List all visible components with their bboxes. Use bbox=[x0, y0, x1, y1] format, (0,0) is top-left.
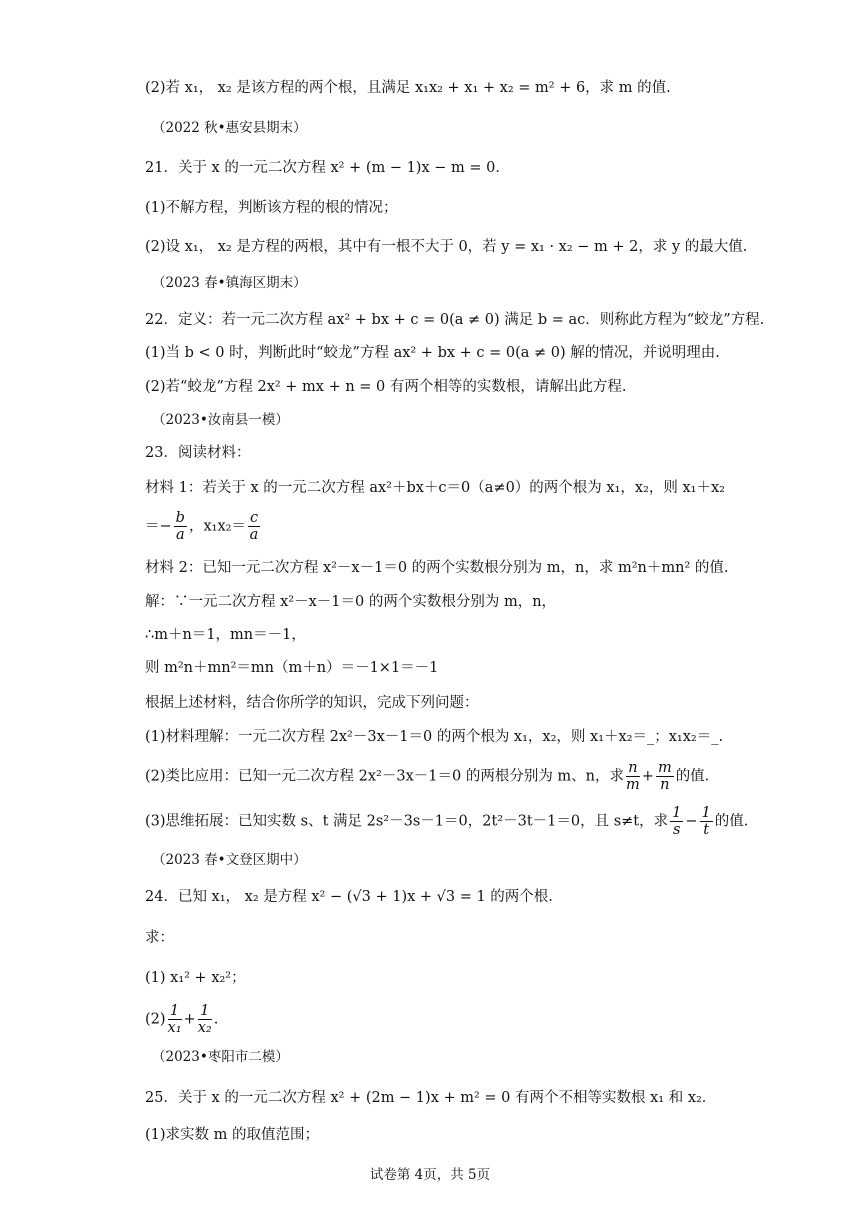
page-footer: 试卷第 4页，共 5页 bbox=[369, 1167, 491, 1183]
q21-part2: (2)设 x₁， x₂ 是方程的两根，其中有一根不大于 0，若 y = x₁ · x₂ − m + 2，求 y 的最大值. bbox=[145, 239, 748, 255]
q24-ask: 求： bbox=[145, 930, 174, 946]
q23-part1: (1)材料理解：一元二次方程 2x²－3x－1＝0 的两个根为 x₁，x₂，则 x₁＋x₂＝_；x₁x₂＝_. bbox=[145, 729, 724, 745]
q23-solution-3: 则 m²n＋mn²＝mn（m＋n）＝－1×1＝－1 bbox=[145, 660, 439, 676]
q21-part1: (1)不解方程，判断该方程的根的情况； bbox=[145, 200, 398, 216]
q23-part2: (2)类比应用：已知一元二次方程 2x²－3x－1＝0 的两根分别为 m、n，求 $\frac{n}{m}$ + $\frac{m}{n}$ 的值. bbox=[145, 760, 710, 793]
fraction-1-over-s: $\frac{1}{s}$ bbox=[672, 805, 682, 838]
q22-stem: 22．定义：若一元二次方程 ax² + bx + c = 0(a ≠ 0) 满足 b = ac．则称此方程为“蛟龙”方程. bbox=[145, 312, 765, 328]
q23-material1: 材料 1：若关于 x 的一元二次方程 ax²＋bx＋c＝0（a≠0）的两个根为 x₁，x₂，则 x₁＋x₂ bbox=[145, 480, 725, 496]
q23-solution-2: ∴m＋n＝1，mn＝－1， bbox=[145, 627, 306, 643]
source-q24: （2023 春•文登区期中） bbox=[152, 852, 307, 868]
q24-stem: 24．已知 x₁， x₂ 是方程 x² − (√3 + 1)x + √3 = 1 的两个根. bbox=[145, 889, 553, 905]
fraction-b-over-a: $\frac{b}{a}$ bbox=[175, 510, 185, 543]
fraction-1-over-x1: $\frac{1}{\text{x₁}}$ bbox=[167, 1003, 182, 1036]
q21-stem: 21．关于 x 的一元二次方程 x² + (m − 1)x − m = 0． bbox=[145, 160, 510, 176]
q24-part2: (2) $\frac{1}{\text{x₁}}$ + $\frac{1}{\text{x₂}}$ . bbox=[145, 1003, 219, 1036]
fraction-1-over-t: $\frac{1}{t}$ bbox=[701, 805, 711, 838]
q24-part1: (1) x₁² + x₂²； bbox=[145, 970, 246, 986]
q23-material1-formula: ＝− $\frac{b}{a}$ ，x₁x₂＝ $\frac{c}{a}$ bbox=[145, 510, 259, 543]
fraction-1-over-x2: $\frac{1}{\text{x₂}}$ bbox=[197, 1003, 212, 1036]
q20-part2: (2)若 x₁， x₂ 是该方程的两个根，且满足 x₁x₂ + x₁ + x₂ = m² + 6，求 m 的值. bbox=[145, 80, 671, 96]
q25-part1: (1)求实数 m 的取值范围； bbox=[145, 1127, 320, 1143]
q22-part2: (2)若“蛟龙”方程 2x² + mx + n = 0 有两个相等的实数根，请解出此方程. bbox=[145, 379, 627, 395]
q23-material2: 材料 2：已知一元二次方程 x²－x－1＝0 的两个实数根分别为 m，n，求 m²n＋mn² 的值. bbox=[145, 560, 729, 576]
source-q25: （2023•枣阳市二模） bbox=[152, 1049, 289, 1065]
fraction-c-over-a: $\frac{c}{a}$ bbox=[249, 510, 259, 543]
q25-stem: 25．关于 x 的一元二次方程 x² + (2m − 1)x + m² = 0 有两个不相等实数根 x₁ 和 x₂． bbox=[145, 1090, 717, 1106]
source-q23: （2023•汝南县一模） bbox=[152, 412, 289, 428]
q23-solution-1: 解：∵一元二次方程 x²－x－1＝0 的两个实数根分别为 m，n， bbox=[145, 594, 557, 610]
fraction-m-over-n: $\frac{m}{n}$ bbox=[657, 760, 672, 793]
source-q21: （2022 秋•惠安县期末） bbox=[152, 120, 307, 136]
q23-stem: 23．阅读材料： bbox=[145, 445, 251, 461]
q23-part3: (3)思维拓展：已知实数 s、t 满足 2s²－3s－1＝0，2t²－3t－1＝0，且 s≠t，求 $\frac{1}{s}$ − $\frac{1}{t}$ 的值. bbox=[145, 805, 749, 838]
source-q22: （2023 春•镇海区期末） bbox=[152, 275, 307, 291]
q22-part1: (1)当 b < 0 时，判断此时“蛟龙”方程 ax² + bx + c = 0(a ≠ 0) 解的情况，并说明理由. bbox=[145, 345, 720, 361]
q23-instruction: 根据上述材料，结合你所学的知识，完成下列问题： bbox=[145, 695, 479, 711]
fraction-n-over-m: $\frac{n}{m}$ bbox=[626, 760, 640, 793]
